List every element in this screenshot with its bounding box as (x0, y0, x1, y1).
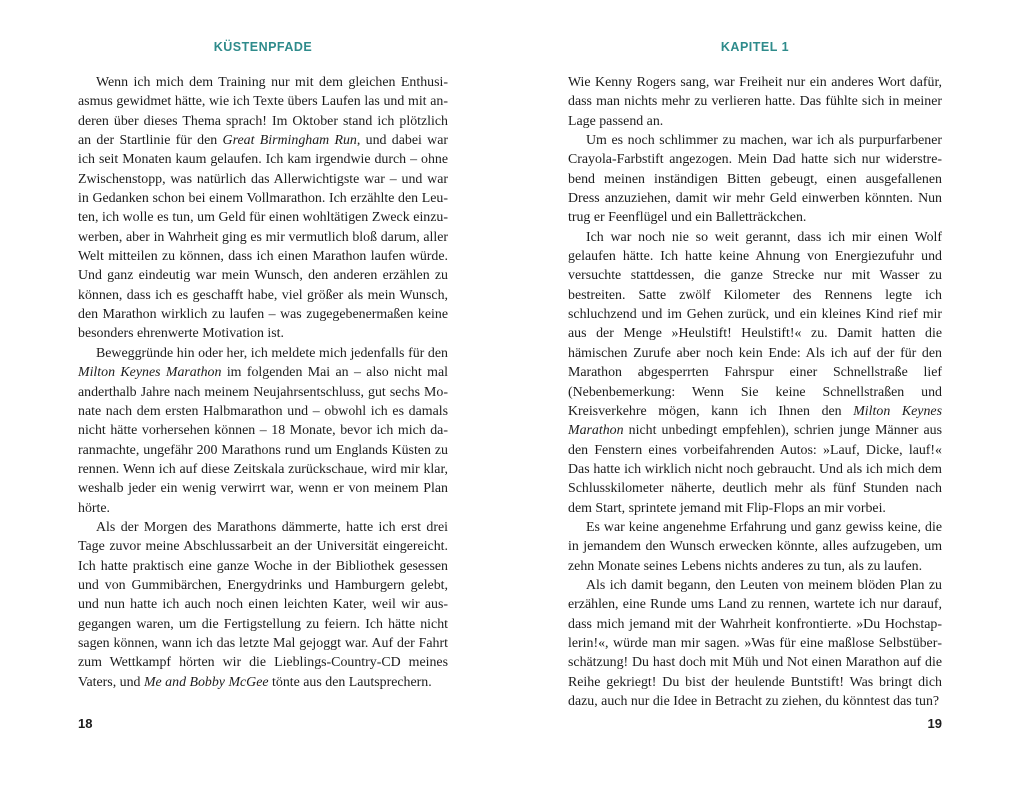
text-run: nicht unbedingt empfehlen), schrien junge Männer aus den Fenstern eines vorbeifahrenden Autos: »Lauf, Dicke, lauf!« Das hatte ich wirklich nicht noch gebraucht. Und als ich mich dem Schlusskilometer näherte, deutlich mehr als fünf Stunden nach dem Start, sprintete jemand mit Flip-Flops an mir vorbei. (568, 423, 942, 516)
italic-title: Me and Bobby McGee (143, 674, 269, 690)
page-number-right: 19 (927, 716, 942, 731)
text-run: Beweggründe hin oder her, ich meldete mich jedenfalls für den (96, 345, 448, 361)
paragraph (78, 344, 448, 518)
text-run: Als der Morgen des Marathons dämmerte, hatte ich erst drei Tage zuvor meine Abschlussarbeit an der Universität eingereicht. Ich hatte praktisch eine ganze Woche in der Bibliothek gesessen und von Gummibärchen, Energydrinks und Hamburgern gelebt, und nun hatte ich auch noch einen leichten Kater, weil wir ausgegangen waren, um die Fertigstellung zu feiern. Ich hätte nicht sagen können, wann ich das letzte Mal gejoggt war. Auf der Fahrt zum Wettkampf hörten wir die Lieblings-Country-CD meines Vaters, und (78, 519, 448, 690)
running-head-left: KÜSTENPFADE (213, 40, 313, 54)
text-run: Um es noch schlimmer zu machen, war ich als purpurfarbener Crayola-Farbstift angezogen. Mein Dad hatte sich nur widerstrebend meinen inständigen Bitten gebeugt, einen ausgefallenen Dress anzuziehen, damit wir mehr Geld einwerben könnten. Nun trug er Feenflügel und ein Balletträckchen. (568, 133, 942, 226)
text-run: Als ich damit begann, den Leuten von meinem blöden Plan zu erzählen, eine Runde ums Land zu rennen, wartete ich nur darauf, dass mich jemand mit der Wahrheit konfrontierte. »Du Hochstaplerin!«, würde man mir sagen. »Was für eine maßlose Selbstüberschätzung! Du hast doch mit Müh und Not einen Marathon auf die Reihe gekriegt! Du bist der heulende Buntstift! Was bringt dich dazu, auch nur die Idee in Betracht zu ziehen, du könntest das tun? (568, 577, 942, 709)
page-number-left: 18 (78, 716, 93, 731)
italic-title: Milton Keynes Marathon (568, 403, 942, 439)
italic-title: Great Birmingham Run (222, 133, 357, 149)
italic-title: Milton Keynes Marathon (78, 365, 222, 381)
paragraph (568, 228, 942, 518)
paragraph (78, 73, 448, 344)
text-run: Es war keine angenehme Erfahrung und ganz gewiss keine, die in jemandem den Wunsch erwecken könnte, alles aufzugeben, um zehn Monate seines Lebens nichts anderes zu tun, als zu laufen. (568, 519, 942, 574)
paragraph (568, 576, 942, 711)
text-run: tönte aus den Lautsprechern. (268, 674, 432, 690)
body-text-left (78, 73, 448, 692)
text-run: Ich war noch nie so weit gerannt, dass ich mir einen Wolf gelaufen hätte. Ich hatte keine Ahnung von Energiezufuhr und versuchte stattdessen, die ganze Strecke nur mit Wasser zu bestreiten. Satte zwölf Kilometer des Rennens legte ich schluchzend und im Gehen zurück, und ein kleines Kind rief mir aus der Menge »Heulstift! Heulstift!« zu. Damit hatten die hämischen Zurufe aber noch kein Ende: Als ich auf der für den Marathon abgesperrten Fahrspur einer Schnellstraße lief (Nebenbemerkung: Wenn Sie keine Schnellstraßen und Kreisverkehre mögen, kann ich Ihnen den (568, 229, 942, 419)
text-run: Wie Kenny Rogers sang, war Freiheit nur ein anderes Wort dafür, dass man nichts mehr zu verlieren hatte. Das fühlte sich in meiner Lage passend an. (568, 75, 942, 129)
paragraph (78, 518, 448, 692)
body-text-right (568, 73, 942, 711)
running-head-right: KAPITEL 1 (720, 40, 790, 54)
text-run: , und dabei war ich seit Monaten kaum gelaufen. Ich kam irgendwie durch – ohne Zwischenstopp, was natürlich das Allerwichtigste war – und war in Gedanken schon bei einem Vollmarathon. Ich erzählte den Leuten, ich wolle es tun, um Geld für einen wohltätigen Zweck einzuwerben, aber in Wahrheit ging es mir vermutlich bloß darum, aller Welt mitteilen zu können, dass ich einen Marathon laufen würde. Und ganz eindeutig war mein Wunsch, den anderen erzählen zu können, dass ich es geschafft habe, viel größer als mein Wunsch, den Marathon wirklich zu laufen – was zugegebenermaßen keine besonders ehrenwerte Motivation ist. (78, 133, 448, 342)
right-page (568, 0, 942, 788)
paragraph (568, 73, 942, 131)
text-run: im folgenden Mai an – also nicht mal anderthalb Jahre nach meinem Neujahrsentschluss, gut sechs Monate nach dem ersten Halbmarathon und – obwohl ich es damals nicht hätte vorhersehen können – 18 Monate, bevor ich mich daranmachte, ungefähr 200 Marathons rund um Englands Küsten zu rennen. Wenn ich auf diese Zeitskala zurückschaue, wird mir klar, weshalb jeder ein wenig verwirrt war, wenn er von meinem Plan hörte. (78, 365, 448, 516)
left-page (78, 0, 448, 788)
paragraph (568, 518, 942, 576)
text-run: Wenn ich mich dem Training nur mit dem gleichen Enthusiasmus gewidmet hätte, wie ich Texte übers Laufen las und mit anderen über dieses Thema sprach! Im Oktober stand ich plötzlich an der Startlinie für den (78, 75, 448, 149)
paragraph (568, 131, 942, 228)
